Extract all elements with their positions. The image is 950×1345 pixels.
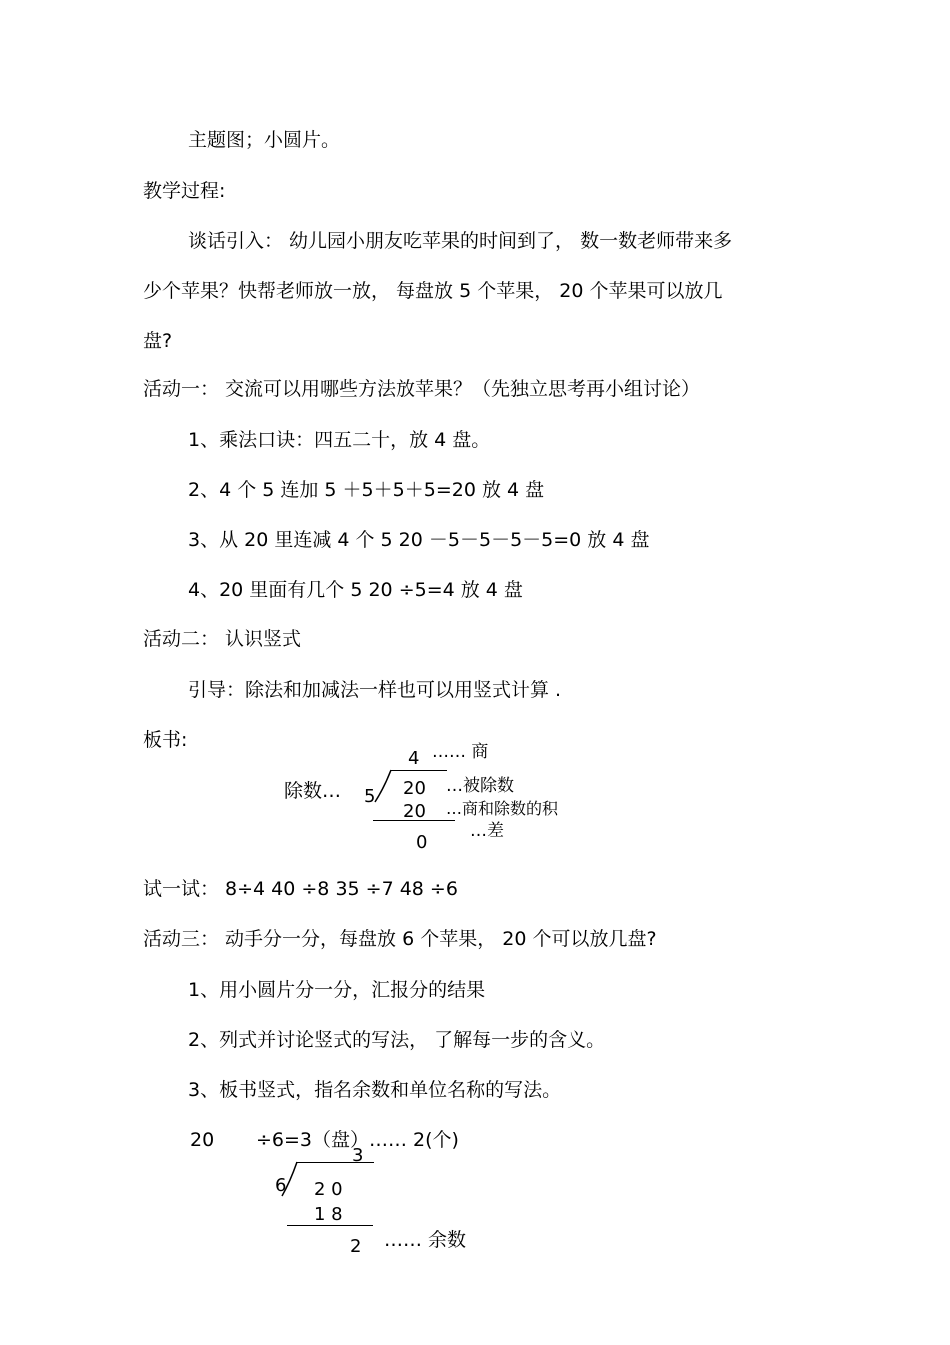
board-label: 板书:	[143, 729, 188, 751]
activity3-item-1: 1、用小圆片分一分，汇报分的结果	[188, 979, 486, 1001]
equation-dividend: 20	[190, 1129, 215, 1151]
intro-paragraph-line-1: 谈话引入： 幼儿园小朋友吃苹果的时间到了， 数一数老师带来多	[188, 230, 733, 252]
product-note: …商和除数的积	[446, 799, 559, 818]
divisor-label: 除数…	[284, 780, 342, 802]
guide-line: 引导：除法和加减法一样也可以用竖式计算 .	[188, 679, 562, 701]
product: 20	[403, 801, 426, 822]
quotient-note: …… 商	[432, 742, 489, 762]
materials-line: 主题图；小圆片。	[188, 129, 341, 151]
difference: 0	[416, 832, 428, 853]
dividend-note: …被除数	[446, 776, 514, 796]
activity1-heading: 活动一： 交流可以用哪些方法放苹果？（先独立思考再小组讨论）	[143, 378, 701, 400]
difference-note: …差	[470, 821, 504, 841]
product: 1 8	[314, 1204, 343, 1225]
divisor-digit: 6	[275, 1175, 287, 1196]
dividend: 20	[403, 778, 426, 799]
division-bar	[296, 1162, 374, 1163]
equation-rest: ÷6=3（盘）…… 2(个)	[256, 1129, 459, 1151]
activity1-item-3: 3、从 20 里连减 4 个 5 20 －5－5－5－5=0 放 4 盘	[188, 529, 650, 551]
dividend: 2 0	[314, 1179, 343, 1200]
intro-paragraph-line-3: 盘?	[143, 330, 173, 352]
quotient-digit: 4	[408, 748, 420, 769]
activity1-item-1: 1、乘法口诀：四五二十，放 4 盘。	[188, 429, 491, 451]
activity1-item-2: 2、4 个 5 连加 5 ＋5＋5＋5=20 放 4 盘	[188, 479, 545, 501]
quotient-digit: 3	[352, 1145, 364, 1166]
remainder-note: …… 余数	[384, 1229, 467, 1251]
activity3-item-3: 3、板书竖式，指名余数和单位名称的写法。	[188, 1079, 562, 1101]
process-heading: 教学过程:	[143, 180, 226, 202]
subtraction-line	[373, 820, 455, 821]
remainder: 2	[350, 1236, 362, 1257]
activity3-heading: 活动三： 动手分一分，每盘放 6 个苹果， 20 个可以放几盘?	[143, 928, 657, 950]
divisor-digit: 5	[364, 786, 376, 807]
activity2-heading: 活动二： 认识竖式	[143, 628, 302, 650]
activity3-item-2: 2、列式并讨论竖式的写法， 了解每一步的含义。	[188, 1029, 606, 1051]
try-it-line: 试一试： 8÷4 40 ÷8 35 ÷7 48 ÷6	[143, 878, 458, 900]
activity1-item-4: 4、20 里面有几个 5 20 ÷5=4 放 4 盘	[188, 579, 523, 601]
division-bar	[391, 770, 447, 771]
intro-paragraph-line-2: 少个苹果？快帮老师放一放， 每盘放 5 个苹果， 20 个苹果可以放几	[143, 280, 723, 302]
subtraction-line	[287, 1225, 373, 1226]
